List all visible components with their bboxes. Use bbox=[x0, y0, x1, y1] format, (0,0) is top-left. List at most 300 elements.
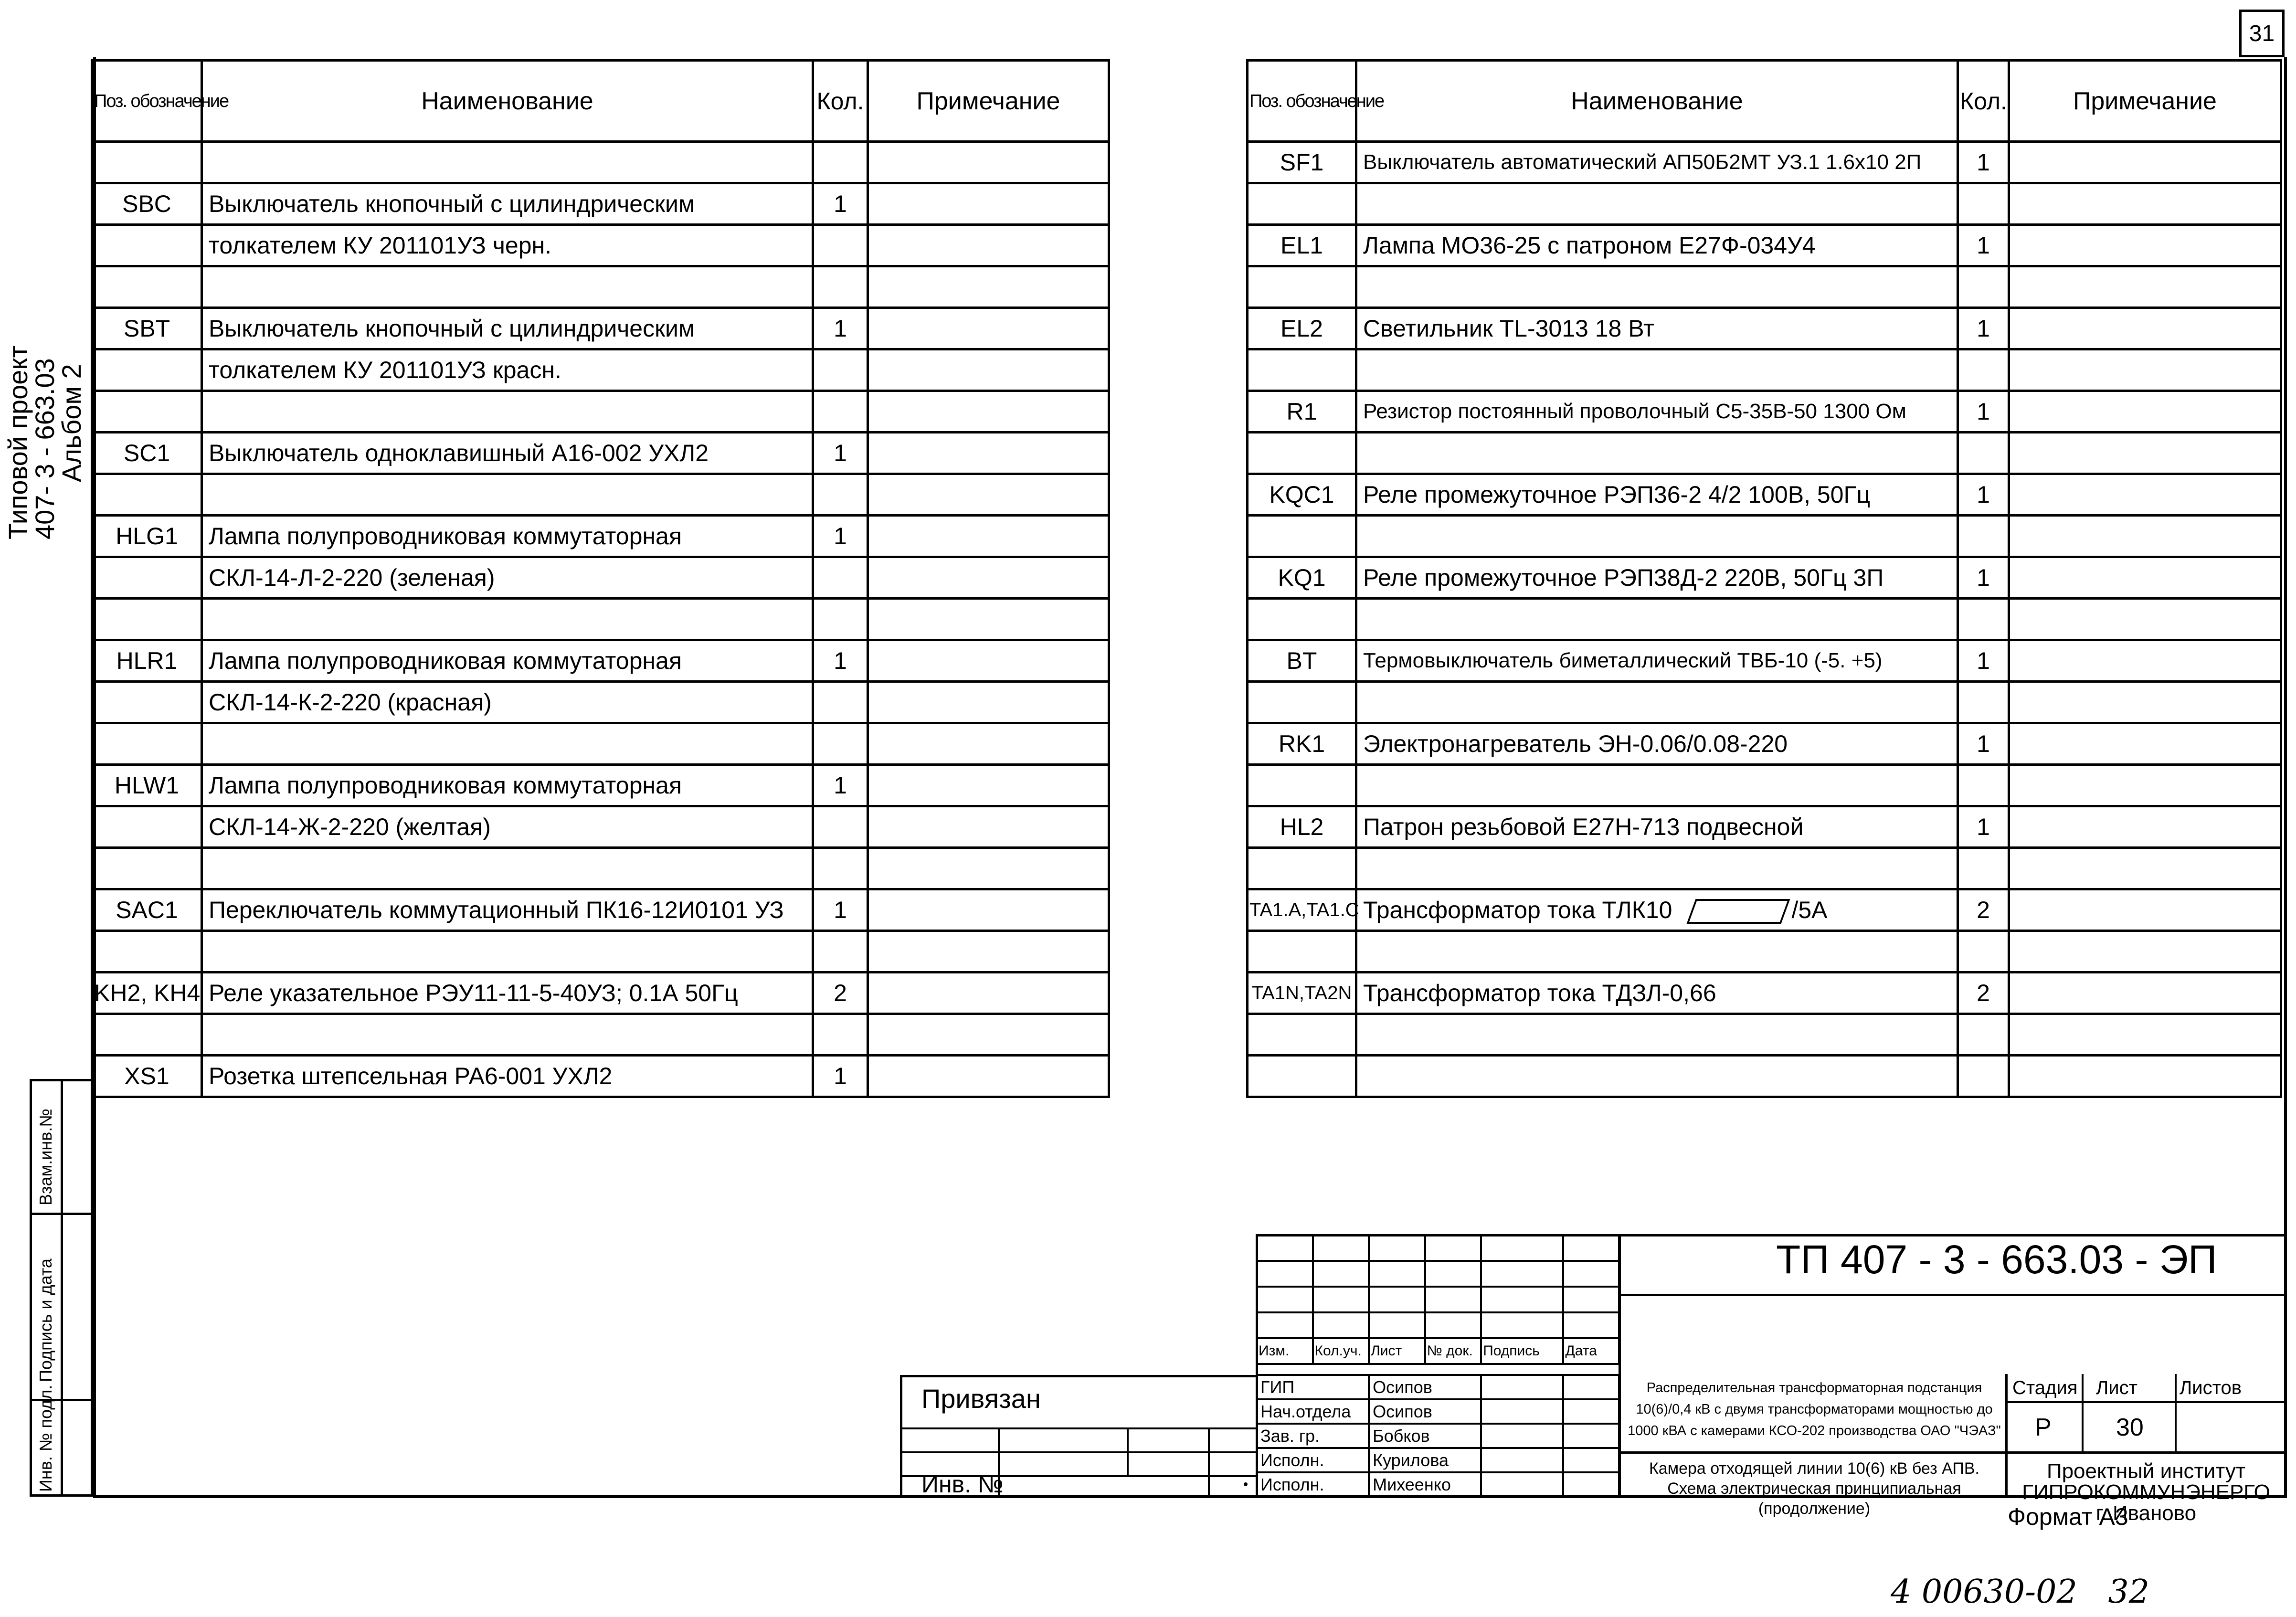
note-cell bbox=[868, 474, 1109, 516]
table-row bbox=[1248, 1056, 2281, 1097]
table-row bbox=[92, 474, 1109, 516]
role-cell: Исполн. bbox=[1257, 1448, 1369, 1472]
signature-row bbox=[1257, 1448, 1619, 1472]
note-cell bbox=[868, 640, 1109, 682]
pos-cell bbox=[1248, 1056, 1356, 1097]
date-cell bbox=[1563, 1399, 1619, 1424]
table-row bbox=[1248, 557, 2281, 599]
note-cell bbox=[868, 1014, 1109, 1056]
handwritten-number: 4 00630-02 32 bbox=[1891, 1573, 2150, 1611]
pos-cell bbox=[92, 806, 202, 848]
qty-cell bbox=[813, 599, 868, 640]
name-cell bbox=[202, 723, 813, 765]
name-cell bbox=[1356, 682, 1958, 723]
project-line1: Типовой проект bbox=[3, 345, 33, 539]
pos-cell: RK1 bbox=[1248, 723, 1356, 765]
pos-cell: HL2 bbox=[1248, 806, 1356, 848]
signature-row bbox=[1257, 1472, 1619, 1497]
pos-cell bbox=[92, 682, 202, 723]
table-row bbox=[1248, 640, 2281, 682]
table-row bbox=[92, 765, 1109, 806]
name-cell bbox=[1356, 1014, 1958, 1056]
name-cell bbox=[1356, 599, 1958, 640]
signature-row bbox=[1257, 1399, 1619, 1424]
qty-cell: 2 bbox=[1958, 889, 2009, 931]
table-row bbox=[1248, 142, 2281, 183]
qty-cell: 2 bbox=[1958, 972, 2009, 1014]
note-cell bbox=[868, 308, 1109, 349]
name-cell: Выключатель автоматический АП50Б2МТ УЗ.1 1.6х10 2П bbox=[1356, 142, 1958, 183]
qty-cell: 1 bbox=[813, 640, 868, 682]
col-header: № док. bbox=[1425, 1338, 1481, 1364]
col-header: Подпись bbox=[1481, 1338, 1563, 1364]
note-cell bbox=[868, 183, 1109, 225]
note-cell bbox=[2009, 682, 2281, 723]
table-row bbox=[1248, 266, 2281, 308]
pos-cell: SAC1 bbox=[92, 889, 202, 931]
org-line3: г. Иваново bbox=[2095, 1501, 2197, 1525]
sheet-label: Лист bbox=[2096, 1377, 2137, 1398]
table-row bbox=[92, 931, 1109, 972]
pos-cell: HLW1 bbox=[92, 765, 202, 806]
qty-cell: 1 bbox=[1958, 474, 2009, 516]
date-cell bbox=[1563, 1375, 1619, 1399]
table-row bbox=[92, 723, 1109, 765]
name-cell bbox=[1356, 848, 1958, 889]
pos-cell bbox=[1248, 765, 1356, 806]
table-row bbox=[92, 640, 1109, 682]
sheet-value: 30 bbox=[2116, 1414, 2144, 1441]
name-cell: Резистор постоянный проволочный С5-35В-50 1300 Ом bbox=[1356, 391, 1958, 433]
pos-cell: SBT bbox=[92, 308, 202, 349]
table-row bbox=[1248, 308, 2281, 349]
pos-cell bbox=[92, 142, 202, 183]
note-cell bbox=[2009, 765, 2281, 806]
pos-cell: SC1 bbox=[92, 433, 202, 474]
pos-cell bbox=[92, 391, 202, 433]
table-row bbox=[92, 349, 1109, 391]
pos-cell bbox=[92, 848, 202, 889]
table-row bbox=[1248, 848, 2281, 889]
qty-cell bbox=[1958, 931, 2009, 972]
person-name-cell: Осипов bbox=[1369, 1399, 1481, 1424]
qty-cell: 1 bbox=[813, 183, 868, 225]
name-cell: Лампа полупроводниковая коммутаторная bbox=[202, 640, 813, 682]
margin-stamp bbox=[30, 1079, 93, 1497]
person-name-cell: Курилова bbox=[1369, 1448, 1481, 1472]
note-cell bbox=[2009, 723, 2281, 765]
revision-grid bbox=[1256, 1234, 1620, 1365]
name-cell: Термовыключатель биметаллический ТВБ-10 (-5. +5) bbox=[1356, 640, 1958, 682]
name-cell: Светильник TL-3013 18 Вт bbox=[1356, 308, 1958, 349]
object-line2: 10(6)/0,4 кВ с двумя трансформаторами мощностью до bbox=[1636, 1402, 1993, 1417]
table-row bbox=[1248, 225, 2281, 266]
note-cell bbox=[2009, 599, 2281, 640]
pos-cell bbox=[1248, 349, 1356, 391]
note-cell bbox=[2009, 889, 2281, 931]
qty-cell bbox=[813, 557, 868, 599]
name-cell bbox=[1356, 183, 1958, 225]
table-row bbox=[92, 142, 1109, 183]
sheet-number: 31 bbox=[2239, 10, 2285, 57]
date-cell bbox=[1563, 1424, 1619, 1448]
person-name-cell: Осипов bbox=[1369, 1375, 1481, 1399]
pos-cell bbox=[92, 599, 202, 640]
qty-cell bbox=[1958, 349, 2009, 391]
qty-cell: 1 bbox=[1958, 225, 2009, 266]
qty-cell: 1 bbox=[813, 765, 868, 806]
table-row bbox=[92, 1014, 1109, 1056]
pos-cell bbox=[92, 474, 202, 516]
qty-cell: 1 bbox=[1958, 391, 2009, 433]
table-row bbox=[1248, 806, 2281, 848]
note-cell bbox=[868, 142, 1109, 183]
note-cell bbox=[868, 266, 1109, 308]
pos-cell: TA1.A,TA1.C bbox=[1248, 889, 1356, 931]
document-title bbox=[1623, 1458, 2005, 1519]
table-row bbox=[92, 806, 1109, 848]
name-cell bbox=[202, 848, 813, 889]
table-row bbox=[1248, 433, 2281, 474]
privyazan-label: Привязан bbox=[921, 1384, 1041, 1414]
qty-cell bbox=[813, 142, 868, 183]
qty-cell bbox=[813, 931, 868, 972]
name-cell bbox=[1356, 349, 1958, 391]
header-name: Наименование bbox=[202, 61, 813, 142]
pos-cell: KH2, KH4 bbox=[92, 972, 202, 1014]
note-cell bbox=[2009, 557, 2281, 599]
note-cell bbox=[868, 806, 1109, 848]
pos-cell bbox=[1248, 848, 1356, 889]
project-label bbox=[5, 346, 85, 539]
note-cell bbox=[868, 682, 1109, 723]
pos-cell bbox=[1248, 931, 1356, 972]
role-cell: Исполн. bbox=[1257, 1472, 1369, 1497]
pos-cell: SF1 bbox=[1248, 142, 1356, 183]
inv-podl-label: Инв. № подл. bbox=[36, 1384, 55, 1492]
table-row bbox=[1248, 723, 2281, 765]
col-header: Кол.уч. bbox=[1313, 1338, 1369, 1364]
qty-cell bbox=[813, 391, 868, 433]
object-line1: Распределительная трансформаторная подстанция bbox=[1646, 1380, 1982, 1395]
header-pos-right: Поз. обозначение bbox=[1248, 61, 1356, 142]
qty-cell bbox=[813, 266, 868, 308]
pos-cell: KQC1 bbox=[1248, 474, 1356, 516]
note-cell bbox=[2009, 142, 2281, 183]
role-cell: ГИП bbox=[1257, 1375, 1369, 1399]
signature-cell bbox=[1481, 1424, 1563, 1448]
pos-cell bbox=[92, 225, 202, 266]
pos-cell: EL2 bbox=[1248, 308, 1356, 349]
note-cell bbox=[868, 848, 1109, 889]
qty-cell bbox=[1958, 266, 2009, 308]
org-line1: Проектный институт bbox=[2046, 1459, 2246, 1483]
note-cell bbox=[2009, 225, 2281, 266]
table-row bbox=[1248, 889, 2281, 931]
project-line2: 407- 3 - 663.03 bbox=[30, 358, 60, 539]
name-cell bbox=[1356, 266, 1958, 308]
name-cell bbox=[1356, 433, 1958, 474]
table-row bbox=[1248, 349, 2281, 391]
pos-cell: BT bbox=[1248, 640, 1356, 682]
qty-cell: 1 bbox=[1958, 723, 2009, 765]
doc-line1: Камера отходящей линии 10(6) кВ без АПВ. bbox=[1649, 1459, 1979, 1478]
format-label: Формат А3 bbox=[2008, 1503, 2128, 1530]
object-description bbox=[1623, 1377, 2005, 1442]
pos-cell: SBC bbox=[92, 183, 202, 225]
col-header: Изм. bbox=[1257, 1338, 1313, 1364]
note-cell bbox=[868, 433, 1109, 474]
note-cell bbox=[2009, 1056, 2281, 1097]
note-cell bbox=[2009, 266, 2281, 308]
qty-cell bbox=[1958, 682, 2009, 723]
table-row bbox=[1248, 391, 2281, 433]
title-code: ТП 407 - 3 - 663.03 - ЭП bbox=[1776, 1237, 2217, 1282]
tlk-name: Трансформатор тока ТЛК10 bbox=[1363, 896, 1672, 923]
table-row bbox=[1248, 1014, 2281, 1056]
name-cell bbox=[1356, 765, 1958, 806]
name-cell bbox=[202, 1014, 813, 1056]
signatures-table bbox=[1256, 1374, 1620, 1498]
name-cell: Реле указательное РЭУ11-11-5-40УЗ; 0.1А 50Гц bbox=[202, 972, 813, 1014]
stage-value: Р bbox=[2035, 1414, 2052, 1441]
table-row bbox=[92, 889, 1109, 931]
note-cell bbox=[2009, 640, 2281, 682]
name-cell bbox=[202, 599, 813, 640]
table-row bbox=[92, 848, 1109, 889]
qty-cell: 1 bbox=[813, 433, 868, 474]
table-row bbox=[92, 516, 1109, 557]
table-row bbox=[1248, 765, 2281, 806]
qty-cell bbox=[813, 806, 868, 848]
pos-cell: KQ1 bbox=[1248, 557, 1356, 599]
name-cell bbox=[202, 474, 813, 516]
qty-cell bbox=[1958, 765, 2009, 806]
qty-cell bbox=[813, 682, 868, 723]
project-line3: Альбом 2 bbox=[56, 364, 86, 482]
note-cell bbox=[868, 557, 1109, 599]
qty-cell bbox=[1958, 433, 2009, 474]
pos-cell bbox=[92, 723, 202, 765]
signature-cell bbox=[1481, 1472, 1563, 1497]
signature-row bbox=[1257, 1424, 1619, 1448]
pos-cell bbox=[92, 349, 202, 391]
note-cell bbox=[2009, 349, 2281, 391]
note-cell bbox=[2009, 516, 2281, 557]
qty-cell: 1 bbox=[813, 516, 868, 557]
qty-cell bbox=[813, 1014, 868, 1056]
person-name-cell: Бобков bbox=[1369, 1424, 1481, 1448]
pos-cell: TA1N,TA2N bbox=[1248, 972, 1356, 1014]
col-header: Дата bbox=[1563, 1338, 1619, 1364]
date-cell bbox=[1563, 1448, 1619, 1472]
pos-cell bbox=[1248, 1014, 1356, 1056]
note-cell bbox=[2009, 183, 2281, 225]
qty-cell bbox=[813, 474, 868, 516]
name-cell bbox=[1356, 516, 1958, 557]
pos-cell bbox=[1248, 516, 1356, 557]
qty-cell bbox=[1958, 1014, 2009, 1056]
name-cell: Выключатель кнопочный с цилиндрическим bbox=[202, 183, 813, 225]
pos-cell: EL1 bbox=[1248, 225, 1356, 266]
table-row bbox=[1248, 682, 2281, 723]
name-cell bbox=[202, 931, 813, 972]
name-cell: толкателем КУ 201101УЗ красн. bbox=[202, 349, 813, 391]
privyazan-block bbox=[900, 1375, 1258, 1497]
table-row bbox=[1248, 516, 2281, 557]
name-cell: Выключатель кнопочный с цилиндрическим bbox=[202, 308, 813, 349]
pos-cell bbox=[1248, 183, 1356, 225]
object-line3: 1000 кВА с камерами КСО-202 производства ОАО "ЧЭАЗ" bbox=[1628, 1423, 2001, 1438]
qty-cell bbox=[813, 225, 868, 266]
note-cell bbox=[2009, 308, 2281, 349]
name-cell bbox=[202, 142, 813, 183]
inv-number-label: Инв. № bbox=[921, 1471, 1004, 1498]
name-cell bbox=[1356, 931, 1958, 972]
name-cell: Электронагреватель ЭН-0.06/0.08-220 bbox=[1356, 723, 1958, 765]
header-name-right: Наименование bbox=[1356, 61, 1958, 142]
note-cell bbox=[868, 599, 1109, 640]
qty-cell: 1 bbox=[1958, 557, 2009, 599]
pos-cell bbox=[1248, 266, 1356, 308]
role-cell: Нач.отдела bbox=[1257, 1399, 1369, 1424]
pos-cell bbox=[1248, 682, 1356, 723]
header-qty: Кол. bbox=[813, 61, 868, 142]
table-row bbox=[92, 183, 1109, 225]
header-note-right: Примечание bbox=[2009, 61, 2281, 142]
signature-cell bbox=[1481, 1399, 1563, 1424]
note-cell bbox=[868, 391, 1109, 433]
pos-cell bbox=[92, 931, 202, 972]
name-cell bbox=[202, 391, 813, 433]
vzam-inv-label: Взам.инв.№ bbox=[36, 1108, 55, 1205]
qty-cell bbox=[1958, 183, 2009, 225]
blank-field bbox=[1687, 899, 1790, 924]
note-cell bbox=[2009, 806, 2281, 848]
table-row bbox=[92, 391, 1109, 433]
qty-cell bbox=[1958, 516, 2009, 557]
table-row bbox=[92, 682, 1109, 723]
qty-cell: 2 bbox=[813, 972, 868, 1014]
note-cell bbox=[868, 931, 1109, 972]
table-row bbox=[1248, 474, 2281, 516]
header-note: Примечание bbox=[868, 61, 1109, 142]
table-row bbox=[92, 972, 1109, 1014]
table-row bbox=[1248, 599, 2281, 640]
qty-cell: 1 bbox=[813, 308, 868, 349]
doc-line3: (продолжение) bbox=[1758, 1500, 1871, 1518]
note-cell bbox=[2009, 1014, 2281, 1056]
table-row bbox=[92, 1056, 1109, 1097]
note-cell bbox=[2009, 848, 2281, 889]
name-cell: СКЛ-14-Ж-2-220 (желтая) bbox=[202, 806, 813, 848]
signature-cell bbox=[1481, 1375, 1563, 1399]
name-cell: Лампа полупроводниковая коммутаторная bbox=[202, 765, 813, 806]
table-row bbox=[92, 433, 1109, 474]
qty-cell bbox=[1958, 1056, 2009, 1097]
pos-cell: HLG1 bbox=[92, 516, 202, 557]
table-row bbox=[1248, 972, 2281, 1014]
pos-cell bbox=[1248, 433, 1356, 474]
name-cell: Трансформатор тока ТДЗЛ-0,66 bbox=[1356, 972, 1958, 1014]
note-cell bbox=[2009, 433, 2281, 474]
table-row bbox=[1248, 931, 2281, 972]
header-qty-right: Кол. bbox=[1958, 61, 2009, 142]
note-cell bbox=[868, 723, 1109, 765]
note-cell bbox=[2009, 474, 2281, 516]
dot-mark bbox=[1244, 1482, 1248, 1486]
role-cell: Зав. гр. bbox=[1257, 1424, 1369, 1448]
qty-cell: 1 bbox=[813, 889, 868, 931]
pos-cell bbox=[92, 557, 202, 599]
table-row bbox=[1248, 183, 2281, 225]
table-row bbox=[92, 225, 1109, 266]
table-row bbox=[92, 599, 1109, 640]
table-row bbox=[92, 266, 1109, 308]
sheets-label: Листов bbox=[2180, 1377, 2242, 1398]
spec-table-right bbox=[1246, 59, 2282, 1098]
col-header: Лист bbox=[1369, 1338, 1425, 1364]
name-cell: Реле промежуточное РЭП38Д-2 220В, 50Гц 3П bbox=[1356, 557, 1958, 599]
note-cell bbox=[868, 516, 1109, 557]
pos-cell: R1 bbox=[1248, 391, 1356, 433]
name-cell: Реле промежуточное РЭП36-2 4/2 100В, 50Гц bbox=[1356, 474, 1958, 516]
pos-cell bbox=[1248, 599, 1356, 640]
qty-cell bbox=[813, 848, 868, 889]
person-name-cell: Михеенко bbox=[1369, 1472, 1481, 1497]
doc-line2: Схема электрическая принципиальная bbox=[1667, 1480, 1961, 1498]
note-cell bbox=[868, 349, 1109, 391]
name-cell bbox=[202, 266, 813, 308]
qty-cell: 1 bbox=[1958, 142, 2009, 183]
name-cell: СКЛ-14-Л-2-220 (зеленая) bbox=[202, 557, 813, 599]
note-cell bbox=[2009, 972, 2281, 1014]
spec-table-left bbox=[91, 59, 1110, 1098]
qty-cell: 1 bbox=[1958, 640, 2009, 682]
note-cell bbox=[2009, 931, 2281, 972]
note-cell bbox=[868, 889, 1109, 931]
org-line2: ГИПРОКОММУНЭНЕРГО bbox=[2022, 1480, 2270, 1504]
note-cell bbox=[868, 765, 1109, 806]
note-cell bbox=[868, 972, 1109, 1014]
date-cell bbox=[1563, 1472, 1619, 1497]
qty-cell bbox=[1958, 599, 2009, 640]
name-cell: Лампа полупроводниковая коммутаторная bbox=[202, 516, 813, 557]
name-cell bbox=[1356, 889, 1958, 931]
name-cell: Патрон резьбовой Е27Н-713 подвесной bbox=[1356, 806, 1958, 848]
qty-cell bbox=[1958, 848, 2009, 889]
header-pos: Поз. обозначение bbox=[92, 61, 202, 142]
table-row bbox=[92, 557, 1109, 599]
name-cell: Выключатель одноклавишный А16-002 УХЛ2 bbox=[202, 433, 813, 474]
pos-cell bbox=[92, 1014, 202, 1056]
signature-cell bbox=[1481, 1448, 1563, 1472]
signature-row bbox=[1257, 1375, 1619, 1399]
table-row bbox=[92, 308, 1109, 349]
stage-label: Стадия bbox=[2012, 1377, 2078, 1398]
name-cell: СКЛ-14-К-2-220 (красная) bbox=[202, 682, 813, 723]
note-cell bbox=[2009, 391, 2281, 433]
name-cell: Лампа МО36-25 с патроном Е27Ф-034У4 bbox=[1356, 225, 1958, 266]
note-cell bbox=[868, 225, 1109, 266]
pos-cell: XS1 bbox=[92, 1056, 202, 1097]
name-cell: толкателем КУ 201101УЗ черн. bbox=[202, 225, 813, 266]
qty-cell bbox=[813, 349, 868, 391]
name-cell: Розетка штепсельная РА6-001 УХЛ2 bbox=[202, 1056, 813, 1097]
name-cell: Переключатель коммутационный ПК16-12И0101 УЗ bbox=[202, 889, 813, 931]
pos-cell: HLR1 bbox=[92, 640, 202, 682]
name-cell bbox=[1356, 1056, 1958, 1097]
